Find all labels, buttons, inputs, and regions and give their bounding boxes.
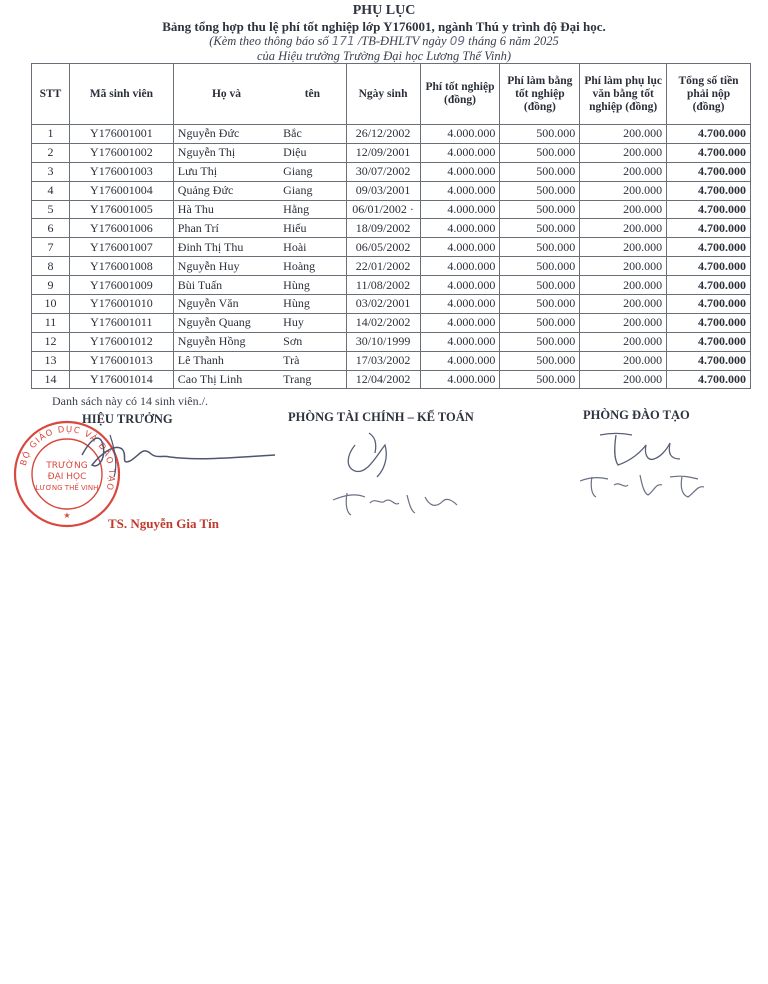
cell-stt: 12 — [32, 332, 70, 351]
table-row — [32, 332, 751, 351]
cell-last-name: Nguyễn Huy — [173, 257, 279, 276]
table-row — [32, 257, 751, 276]
cell-student-id: Y176001007 — [69, 238, 173, 257]
table-row — [32, 162, 751, 181]
cell-graduation-fee: 4.000.000 — [420, 370, 500, 389]
svg-text:★: ★ — [63, 511, 71, 520]
table-row — [32, 200, 751, 219]
cell-stt: 8 — [32, 257, 70, 276]
note-prefix: (Kèm theo thông báo số — [209, 34, 332, 48]
cell-birth-date: 14/02/2002 — [346, 313, 420, 332]
cell-total: 4.700.000 — [667, 143, 751, 162]
cell-graduation-fee: 4.000.000 — [420, 332, 500, 351]
cell-total: 4.700.000 — [667, 295, 751, 314]
cell-first-name: Hằng — [279, 200, 346, 219]
principal-name: TS. Nguyễn Gia Tín — [108, 516, 220, 531]
cell-appendix-fee: 200.000 — [580, 332, 667, 351]
cell-first-name: Giang — [279, 181, 346, 200]
cell-birth-date: 30/07/2002 — [346, 162, 420, 181]
cell-graduation-fee: 4.000.000 — [420, 200, 500, 219]
cell-last-name: Nguyễn Đức — [173, 125, 279, 144]
cell-diploma-fee: 500.000 — [500, 200, 580, 219]
table-row — [32, 370, 751, 389]
seal-line-3: LƯƠNG THẾ VINH — [35, 484, 99, 492]
cell-graduation-fee: 4.000.000 — [420, 257, 500, 276]
cell-appendix-fee: 200.000 — [580, 257, 667, 276]
seal-line-1: TRƯỜNG — [46, 461, 88, 471]
cell-appendix-fee: 200.000 — [580, 200, 667, 219]
cell-first-name: Trà — [279, 351, 346, 370]
fee-table — [31, 63, 751, 389]
cell-graduation-fee: 4.000.000 — [420, 219, 500, 238]
cell-birth-date: 03/02/2001 — [346, 295, 420, 314]
principal-signature — [70, 425, 285, 485]
cell-birth-date: 12/09/2001 — [346, 143, 420, 162]
training-dept-title: PHÒNG ĐÀO TẠO — [583, 408, 690, 422]
cell-diploma-fee: 500.000 — [500, 125, 580, 144]
cell-diploma-fee: 500.000 — [500, 332, 580, 351]
table-row — [32, 351, 751, 370]
cell-student-id: Y176001006 — [69, 219, 173, 238]
cell-last-name: Nguyễn Hồng — [173, 332, 279, 351]
cell-stt: 9 — [32, 276, 70, 295]
cell-birth-date: 18/09/2002 — [346, 219, 420, 238]
cell-diploma-fee: 500.000 — [500, 257, 580, 276]
cell-graduation-fee: 4.000.000 — [420, 313, 500, 332]
cell-first-name: Hùng — [279, 295, 346, 314]
cell-diploma-fee: 500.000 — [500, 276, 580, 295]
cell-total: 4.700.000 — [667, 162, 751, 181]
footnote: Danh sách này có 14 sinh viên./. — [52, 394, 208, 408]
seal-ring-text: BỘ GIÁO DỤC VÀ ĐÀO TẠO — [18, 424, 117, 493]
handwritten-number: 171 — [331, 34, 355, 48]
cell-graduation-fee: 4.000.000 — [420, 276, 500, 295]
cell-diploma-fee: 500.000 — [500, 351, 580, 370]
cell-last-name: Đinh Thị Thu — [173, 238, 279, 257]
cell-total: 4.700.000 — [667, 257, 751, 276]
cell-diploma-fee: 500.000 — [500, 238, 580, 257]
cell-first-name: Huy — [279, 313, 346, 332]
table-row — [32, 219, 751, 238]
cell-student-id: Y176001003 — [69, 162, 173, 181]
cell-diploma-fee: 500.000 — [500, 313, 580, 332]
cell-first-name: Hiếu — [279, 219, 346, 238]
cell-total: 4.700.000 — [667, 332, 751, 351]
cell-stt: 4 — [32, 181, 70, 200]
header-total: Tổng số tiền phải nộp (đồng) — [667, 64, 751, 125]
header-last-name: Họ và — [173, 64, 279, 125]
cell-student-id: Y176001011 — [69, 313, 173, 332]
table-row — [32, 313, 751, 332]
cell-last-name: Bùi Tuấn — [173, 276, 279, 295]
document-title: PHỤ LỤC — [352, 3, 416, 18]
cell-graduation-fee: 4.000.000 — [420, 143, 500, 162]
cell-total: 4.700.000 — [667, 125, 751, 144]
cell-graduation-fee: 4.000.000 — [420, 295, 500, 314]
cell-first-name: Trang — [279, 370, 346, 389]
cell-birth-date: 06/01/2002 · — [346, 200, 420, 219]
cell-appendix-fee: 200.000 — [580, 143, 667, 162]
header-student-id: Mã sinh viên — [69, 64, 173, 125]
cell-stt: 7 — [32, 238, 70, 257]
cell-stt: 10 — [32, 295, 70, 314]
header-appendix-fee: Phí làm phụ lục văn bằng tốt nghiệp (đồng) — [580, 64, 667, 125]
cell-last-name: Phan Trí — [173, 219, 279, 238]
cell-diploma-fee: 500.000 — [500, 219, 580, 238]
header-stt: STT — [32, 64, 70, 125]
handwritten-day: 09 — [449, 34, 465, 48]
cell-graduation-fee: 4.000.000 — [420, 351, 500, 370]
cell-diploma-fee: 500.000 — [500, 370, 580, 389]
cell-birth-date: 26/12/2002 — [346, 125, 420, 144]
cell-appendix-fee: 200.000 — [580, 370, 667, 389]
cell-last-name: Quảng Đức — [173, 181, 279, 200]
cell-stt: 13 — [32, 351, 70, 370]
table-row — [32, 143, 751, 162]
cell-birth-date: 12/04/2002 — [346, 370, 420, 389]
cell-graduation-fee: 4.000.000 — [420, 238, 500, 257]
cell-birth-date: 06/05/2002 — [346, 238, 420, 257]
cell-total: 4.700.000 — [667, 200, 751, 219]
seal-line-2: ĐẠI HỌC — [47, 472, 87, 482]
cell-appendix-fee: 200.000 — [580, 162, 667, 181]
cell-student-id: Y176001014 — [69, 370, 173, 389]
document-subtitle: Bảng tổng hợp thu lệ phí tốt nghiệp lớp Y176001, ngành Thú y trình độ Đại học. — [162, 19, 606, 34]
cell-total: 4.700.000 — [667, 219, 751, 238]
cell-stt: 11 — [32, 313, 70, 332]
table-row — [32, 125, 751, 144]
cell-stt: 1 — [32, 125, 70, 144]
cell-diploma-fee: 500.000 — [500, 295, 580, 314]
header-first-name: tên — [279, 64, 346, 125]
table-row — [32, 238, 751, 257]
cell-birth-date: 17/03/2002 — [346, 351, 420, 370]
cell-total: 4.700.000 — [667, 313, 751, 332]
cell-stt: 3 — [32, 162, 70, 181]
cell-last-name: Nguyễn Thị — [173, 143, 279, 162]
cell-appendix-fee: 200.000 — [580, 276, 667, 295]
note-suffix: tháng 6 năm 2025 — [465, 34, 559, 48]
table-row — [32, 181, 751, 200]
cell-student-id: Y176001008 — [69, 257, 173, 276]
cell-stt: 2 — [32, 143, 70, 162]
cell-diploma-fee: 500.000 — [500, 181, 580, 200]
cell-stt: 6 — [32, 219, 70, 238]
cell-last-name: Cao Thị Linh — [173, 370, 279, 389]
cell-first-name: Hoài — [279, 238, 346, 257]
cell-appendix-fee: 200.000 — [580, 238, 667, 257]
table-body — [32, 125, 751, 389]
finance-signature — [325, 425, 465, 520]
principal-title: HIỆU TRƯỞNG — [82, 412, 173, 426]
cell-appendix-fee: 200.000 — [580, 125, 667, 144]
cell-diploma-fee: 500.000 — [500, 162, 580, 181]
cell-total: 4.700.000 — [667, 276, 751, 295]
cell-appendix-fee: 200.000 — [580, 351, 667, 370]
cell-birth-date: 30/10/1999 — [346, 332, 420, 351]
cell-student-id: Y176001009 — [69, 276, 173, 295]
cell-student-id: Y176001001 — [69, 125, 173, 144]
cell-graduation-fee: 4.000.000 — [420, 181, 500, 200]
cell-birth-date: 22/01/2002 — [346, 257, 420, 276]
cell-appendix-fee: 200.000 — [580, 181, 667, 200]
reference-note-line2: của Hiệu trưởng Trường Đại học Lương Thế Vinh) — [256, 49, 512, 63]
cell-graduation-fee: 4.000.000 — [420, 125, 500, 144]
cell-first-name: Giang — [279, 162, 346, 181]
cell-first-name: Hùng — [279, 276, 346, 295]
cell-appendix-fee: 200.000 — [580, 313, 667, 332]
training-signature — [570, 425, 720, 505]
cell-student-id: Y176001013 — [69, 351, 173, 370]
table-header — [32, 64, 751, 125]
header-graduation-fee: Phí tốt nghiệp (đồng) — [420, 64, 500, 125]
cell-appendix-fee: 200.000 — [580, 219, 667, 238]
cell-first-name: Hoàng — [279, 257, 346, 276]
cell-student-id: Y176001012 — [69, 332, 173, 351]
header-birth-date: Ngày sinh — [346, 64, 420, 125]
cell-last-name: Nguyễn Quang — [173, 313, 279, 332]
cell-total: 4.700.000 — [667, 181, 751, 200]
cell-appendix-fee: 200.000 — [580, 295, 667, 314]
cell-first-name: Diệu — [279, 143, 346, 162]
cell-first-name: Bắc — [279, 125, 346, 144]
table-row — [32, 295, 751, 314]
cell-student-id: Y176001002 — [69, 143, 173, 162]
cell-first-name: Sơn — [279, 332, 346, 351]
finance-dept-title: PHÒNG TÀI CHÍNH – KẾ TOÁN — [288, 410, 474, 424]
cell-last-name: Lê Thanh — [173, 351, 279, 370]
cell-last-name: Hà Thu — [173, 200, 279, 219]
cell-student-id: Y176001005 — [69, 200, 173, 219]
document-header — [0, 3, 768, 64]
cell-birth-date: 09/03/2001 — [346, 181, 420, 200]
cell-total: 4.700.000 — [667, 370, 751, 389]
cell-total: 4.700.000 — [667, 238, 751, 257]
cell-total: 4.700.000 — [667, 351, 751, 370]
cell-student-id: Y176001010 — [69, 295, 173, 314]
cell-stt: 5 — [32, 200, 70, 219]
cell-student-id: Y176001004 — [69, 181, 173, 200]
cell-birth-date: 11/08/2002 — [346, 276, 420, 295]
header-diploma-fee: Phí làm bằng tốt nghiệp (đồng) — [500, 64, 580, 125]
cell-diploma-fee: 500.000 — [500, 143, 580, 162]
table-row — [32, 276, 751, 295]
cell-last-name: Lưu Thị — [173, 162, 279, 181]
cell-last-name: Nguyễn Văn — [173, 295, 279, 314]
cell-graduation-fee: 4.000.000 — [420, 162, 500, 181]
note-middle: /TB-ĐHLTV ngày — [354, 34, 450, 48]
reference-note — [0, 34, 768, 49]
cell-stt: 14 — [32, 370, 70, 389]
